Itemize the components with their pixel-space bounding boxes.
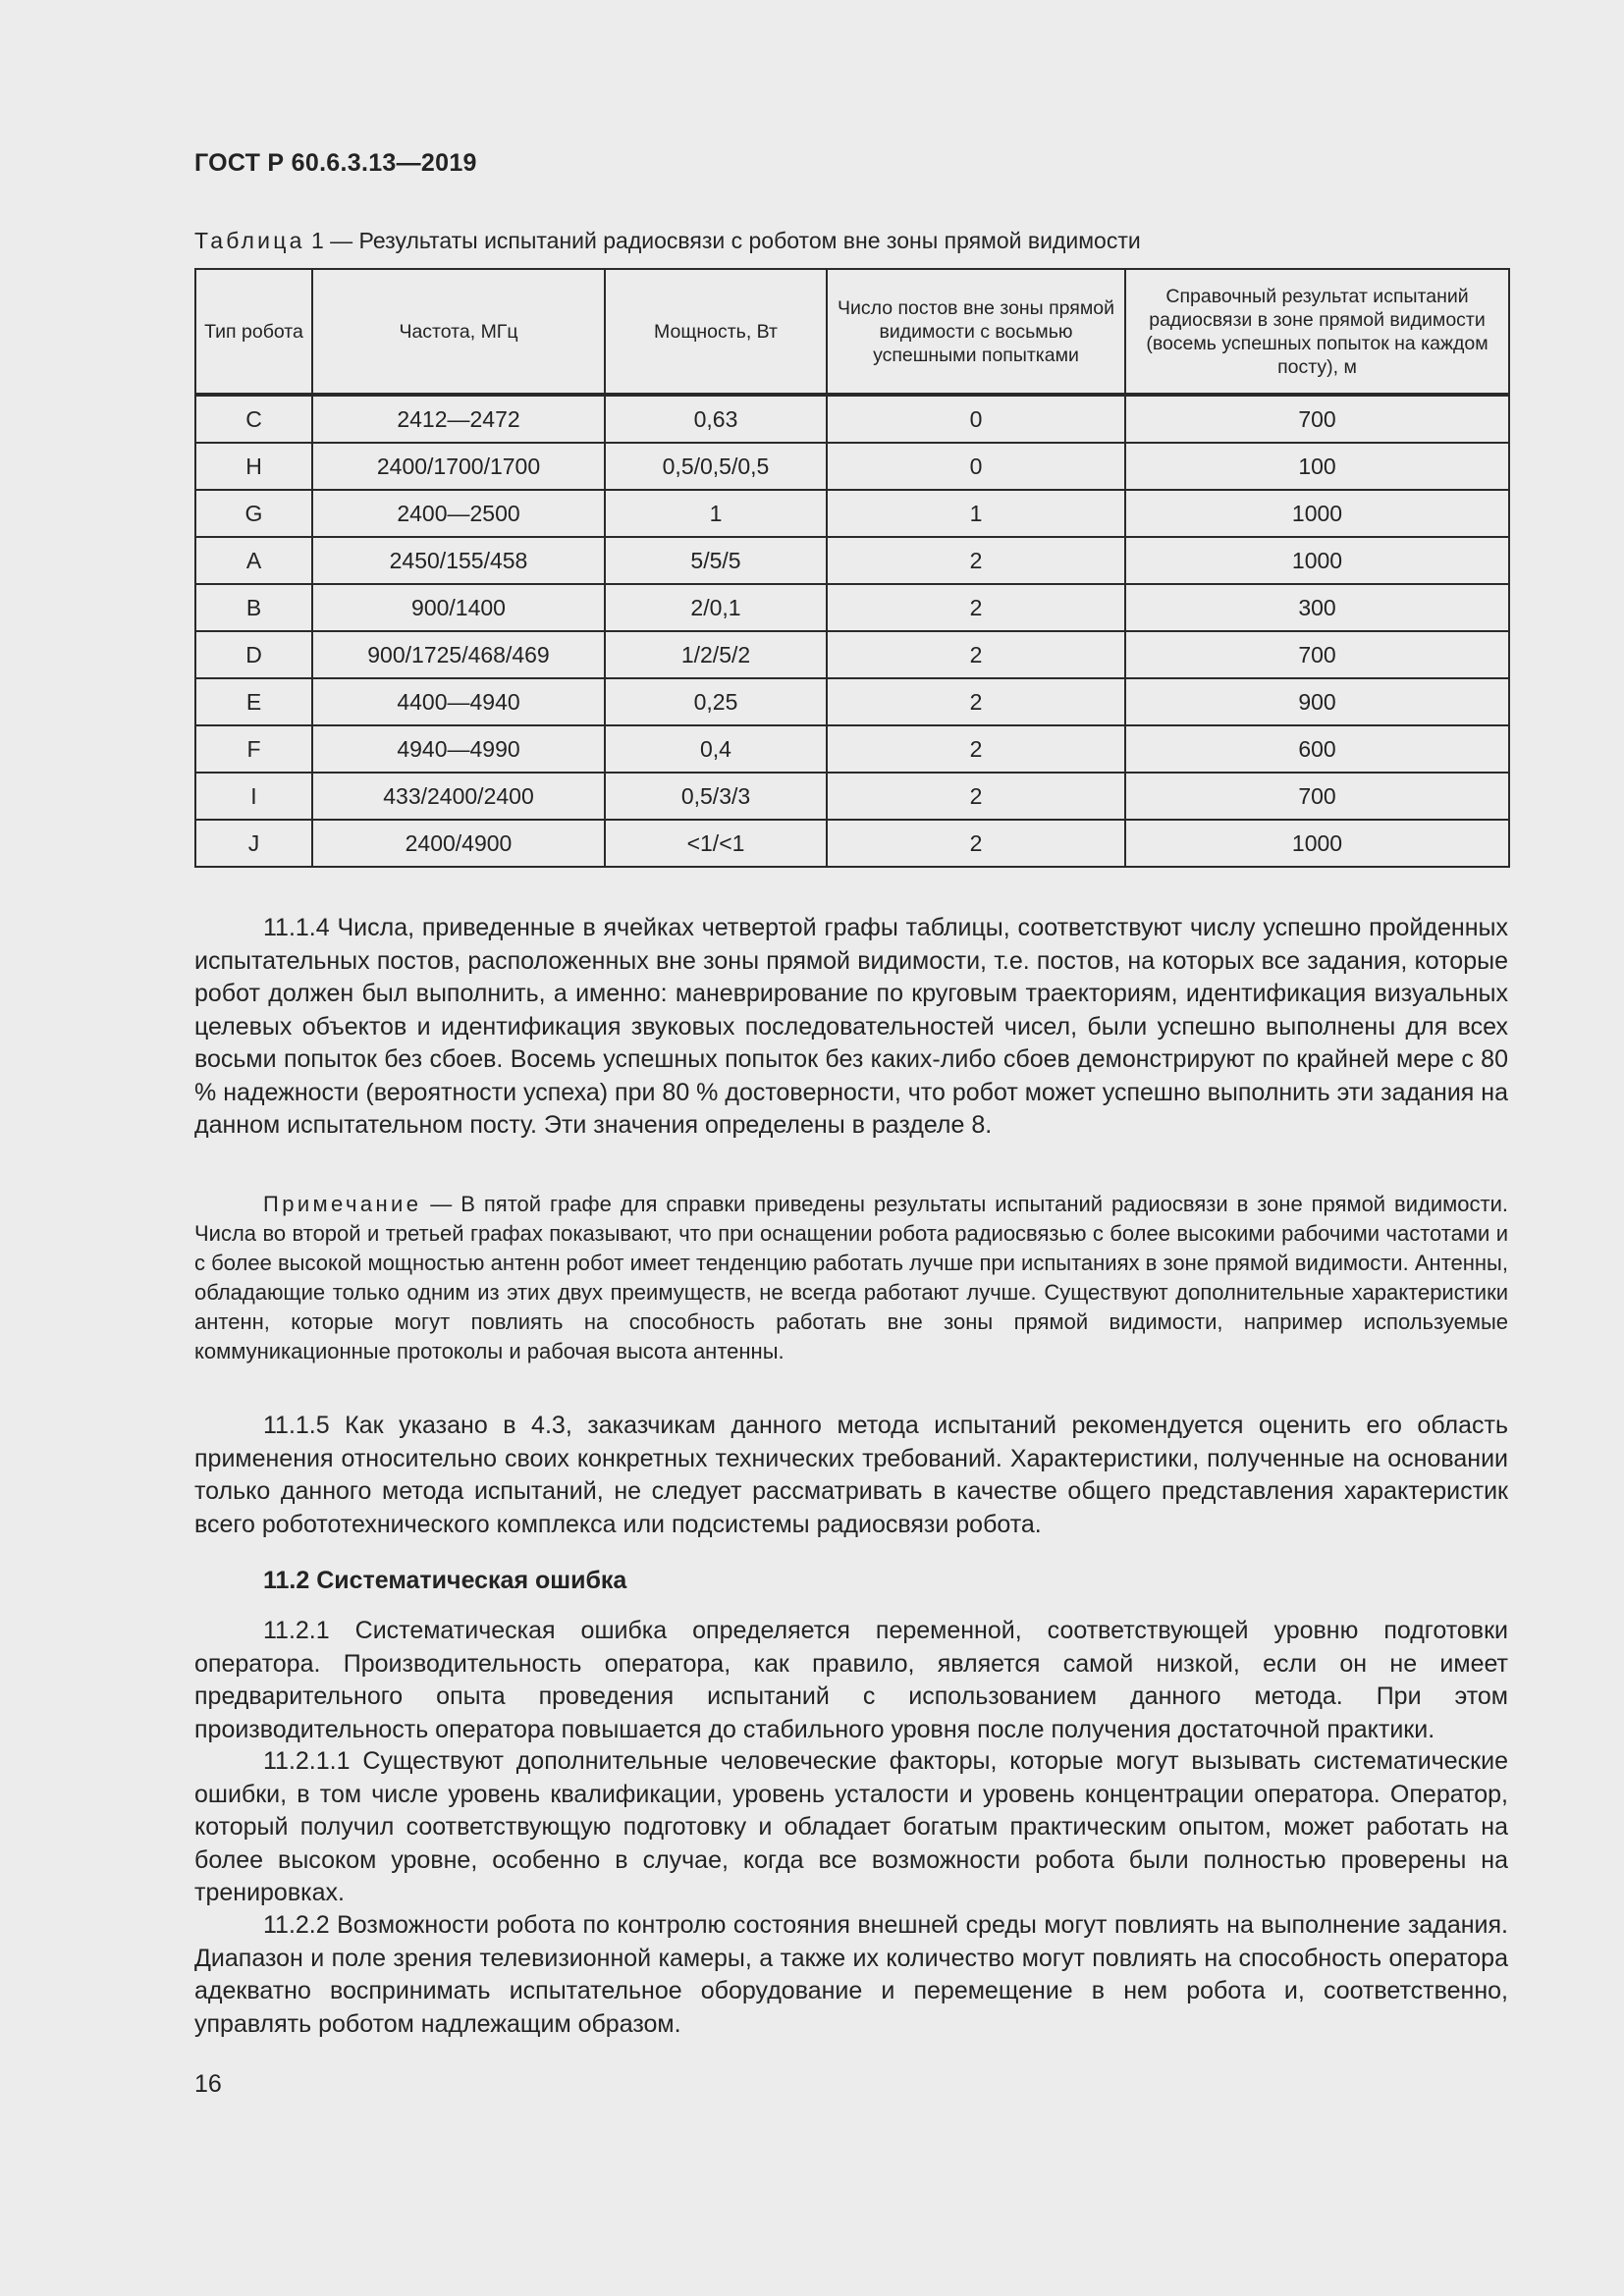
table-header-row: [195, 269, 1509, 395]
note-label: Примечание: [263, 1192, 422, 1216]
cell-power: 2/0,1: [605, 584, 827, 631]
cell-robot-type: D: [195, 631, 312, 678]
cell-power: 0,25: [605, 678, 827, 725]
results-table: [194, 268, 1510, 868]
note-paragraph: [194, 1190, 1508, 1366]
cell-frequency: 4940—4990: [312, 725, 605, 773]
table-row: [195, 584, 1509, 631]
table-row: [195, 443, 1509, 490]
cell-robot-type: E: [195, 678, 312, 725]
col-header-robot-type: Тип робота: [195, 269, 312, 395]
cell-posts-count: 2: [827, 725, 1125, 773]
cell-power: 0,63: [605, 395, 827, 443]
col-header-power: Мощность, Вт: [605, 269, 827, 395]
cell-robot-type: H: [195, 443, 312, 490]
cell-reference-result: 700: [1125, 631, 1509, 678]
col-header-frequency: Частота, МГц: [312, 269, 605, 395]
cell-frequency: 2400—2500: [312, 490, 605, 537]
cell-reference-result: 1000: [1125, 820, 1509, 867]
cell-robot-type: C: [195, 395, 312, 443]
cell-frequency: 900/1725/468/469: [312, 631, 605, 678]
paragraph-11-1-5: 11.1.5 Как указано в 4.3, заказчикам данного метода испытаний рекомендуется оценить его область применения относительно своих конкретных технических требований. Характеристики, полученные на основании только данного метода испытаний, не следует рассматривать в качестве общего представления характеристик всего робототехнического комплекса или подсистемы радиосвязи робота.: [194, 1412, 1508, 1538]
table-row: [195, 490, 1509, 537]
table-row: [195, 773, 1509, 820]
cell-reference-result: 100: [1125, 443, 1509, 490]
cell-robot-type: F: [195, 725, 312, 773]
table-row: [195, 537, 1509, 584]
cell-reference-result: 900: [1125, 678, 1509, 725]
col-header-reference-result: Справочный результат испытаний радиосвязи в зоне прямой видимости (восемь успешных попыток на каждом посту), м: [1125, 269, 1509, 395]
cell-frequency: 2412—2472: [312, 395, 605, 443]
cell-posts-count: 2: [827, 537, 1125, 584]
cell-posts-count: 2: [827, 820, 1125, 867]
cell-posts-count: 1: [827, 490, 1125, 537]
cell-posts-count: 0: [827, 395, 1125, 443]
table-row: [195, 631, 1509, 678]
cell-power: 1: [605, 490, 827, 537]
col-header-posts-count: Число постов вне зоны прямой видимости с восьмью успешными попытками: [827, 269, 1125, 395]
cell-posts-count: 2: [827, 773, 1125, 820]
table-row: [195, 820, 1509, 867]
cell-power: 5/5/5: [605, 537, 827, 584]
table-caption: [194, 228, 1510, 254]
cell-frequency: 900/1400: [312, 584, 605, 631]
table-caption-text: 1 — Результаты испытаний радиосвязи с роботом вне зоны прямой видимости: [304, 228, 1141, 253]
cell-frequency: 433/2400/2400: [312, 773, 605, 820]
cell-power: 0,5/3/3: [605, 773, 827, 820]
cell-power: 0,5/0,5/0,5: [605, 443, 827, 490]
cell-power: <1/<1: [605, 820, 827, 867]
cell-reference-result: 700: [1125, 395, 1509, 443]
paragraph-11-2-1-1: 11.2.1.1 Существуют дополнительные человеческие факторы, которые могут вызывать систематические ошибки, в том числе уровень квалификации, уровень усталости и уровень концентрации оператора. Оператор, который получил соответствующую подготовку и обладает богатым практическим опытом, может работать на более высоком уровне, особенно в случае, когда все возможности робота были полностью проверены на тренировках.: [194, 1747, 1508, 1906]
cell-reference-result: 1000: [1125, 490, 1509, 537]
cell-robot-type: B: [195, 584, 312, 631]
table-row: [195, 678, 1509, 725]
cell-posts-count: 2: [827, 678, 1125, 725]
cell-robot-type: I: [195, 773, 312, 820]
cell-power: 0,4: [605, 725, 827, 773]
cell-power: 1/2/5/2: [605, 631, 827, 678]
table-row: [195, 725, 1509, 773]
cell-posts-count: 2: [827, 631, 1125, 678]
cell-posts-count: 2: [827, 584, 1125, 631]
document-header: ГОСТ Р 60.6.3.13—2019: [194, 149, 477, 177]
cell-reference-result: 300: [1125, 584, 1509, 631]
cell-frequency: 4400—4940: [312, 678, 605, 725]
cell-robot-type: A: [195, 537, 312, 584]
cell-robot-type: G: [195, 490, 312, 537]
note-text: — В пятой графе для справки приведены результаты испытаний радиосвязи в зоне прямой видимости. Числа во второй и третьей графах показывают, что при оснащении робота радиосвязью с более высокими рабочими частотами и с более высокой мощностью антенн робот имеет тенденцию работать лучше при испытаниях в зоне прямой видимости. Антенны, обладающие только одним из этих двух преимуществ, не всегда работают лучше. Существуют дополнительные характеристики антенн, которые могут повлиять на способность работать вне зоны прямой видимости, например используемые коммуникационные протоколы и рабочая высота антенны.: [194, 1192, 1508, 1363]
page-number: 16: [194, 2070, 222, 2098]
table-caption-label: Таблица: [194, 228, 305, 253]
cell-frequency: 2450/155/458: [312, 537, 605, 584]
cell-robot-type: J: [195, 820, 312, 867]
cell-reference-result: 1000: [1125, 537, 1509, 584]
paragraph-11-1-4: 11.1.4 Числа, приведенные в ячейках четвертой графы таблицы, соответствуют числу успешно пройденных испытательных постов, расположенных вне зоны прямой видимости, т.е. постов, на которых все задания, которые робот должен был выполнить, а именно: маневрирование по круговым траекториям, идентификация визуальных целевых объектов и идентификация звуковых последовательностей чисел, были успешно выполнены для всех восьми попыток без сбоев. Восемь успешных попыток без каких-либо сбоев демонстрируют по крайней мере с 80 % надежности (вероятности успеха) при 80 % достоверности, что робот может успешно выполнить эти задания на данном испытательном посту. Эти значения определены в разделе 8.: [194, 914, 1508, 1139]
paragraph-11-2-1: 11.2.1 Систематическая ошибка определяется переменной, соответствующей уровню подготовки оператора. Производительность оператора, как правило, является самой низкой, если он не имеет предварительного опыта проведения испытаний с использованием данного метода. При этом производительность оператора повышается до стабильного уровня после получения достаточной практики.: [194, 1617, 1508, 1743]
table-row: [195, 395, 1509, 443]
paragraph-11-2-2: 11.2.2 Возможности робота по контролю состояния внешней среды могут повлиять на выполнение задания. Диапазон и поле зрения телевизионной камеры, а также их количество могут повлиять на способность оператора адекватно воспринимать испытательное оборудование и перемещение в нем робота и, соответственно, управлять роботом надлежащим образом.: [194, 1911, 1508, 2038]
cell-reference-result: 700: [1125, 773, 1509, 820]
cell-frequency: 2400/1700/1700: [312, 443, 605, 490]
cell-posts-count: 0: [827, 443, 1125, 490]
cell-frequency: 2400/4900: [312, 820, 605, 867]
cell-reference-result: 600: [1125, 725, 1509, 773]
section-heading-11-2: 11.2 Систематическая ошибка: [263, 1567, 627, 1594]
